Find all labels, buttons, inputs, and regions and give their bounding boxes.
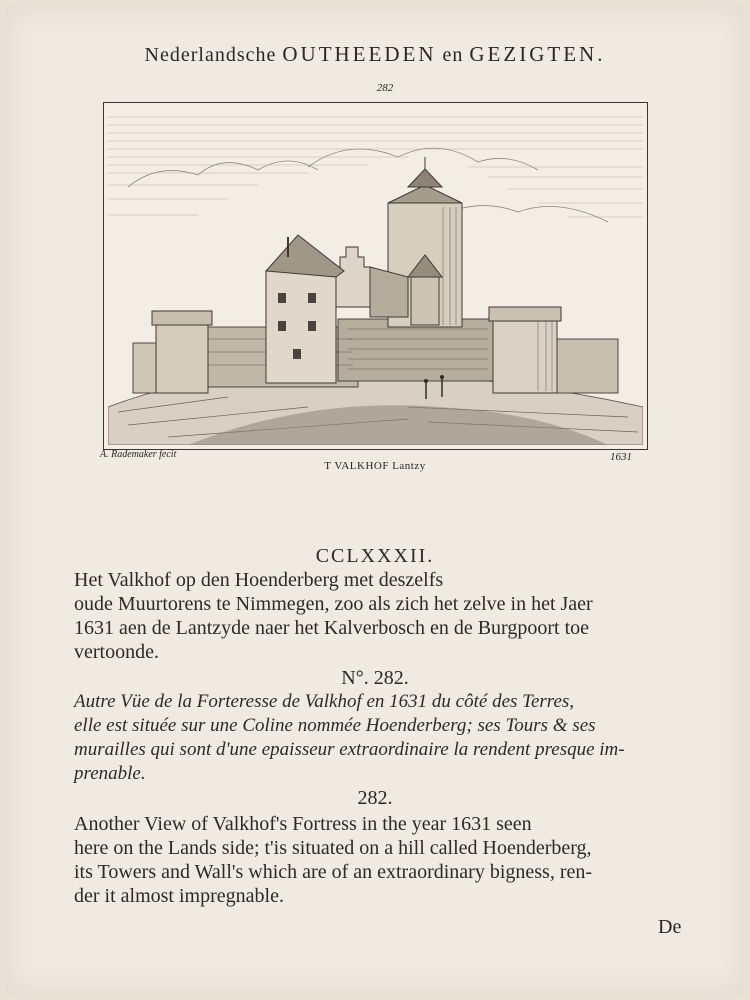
castle-engraving	[108, 107, 643, 445]
dutch-line: oude Muurtorens te Nimmegen, zoo als zich het zelve in het Jaer	[74, 593, 593, 615]
french-line: prenable.	[74, 763, 146, 784]
header-word-3: en	[442, 44, 464, 66]
page-number: 282	[376, 82, 394, 94]
english-line: here on the Lands side; t'is situated on a hill called Hoenderberg,	[74, 837, 592, 859]
english-line: its Towers and Wall's which are of an extraordinary bigness, ren-	[74, 861, 593, 883]
french-number: N°. 282.	[341, 667, 409, 689]
entry-numeral: CCLXXXII.	[315, 545, 435, 567]
english-line: der it almost impregnable.	[74, 885, 284, 907]
plate-caption: T VALKHOF Lantzy	[324, 460, 426, 472]
engraver-credit: A. Rademaker fecit	[100, 449, 177, 460]
dutch-line: vertoonde.	[74, 641, 159, 663]
french-description	[74, 690, 684, 786]
english-number: 282.	[357, 787, 393, 809]
dutch-line: 1631 aen de Lantzyde naer het Kalverbosch en de Burgpoort toe	[74, 617, 589, 639]
header-word-1: Nederlandsche	[144, 44, 277, 66]
dutch-line: Het Valkhof op den Hoenderberg met deszelfs	[74, 569, 444, 591]
header-word-4: GEZIGTEN.	[469, 42, 606, 66]
plate-year: 1631	[610, 451, 632, 463]
french-line: murailles qui sont d'une epaisseur extraordinaire la rendent presque im-	[74, 739, 625, 760]
header-word-2: OUTHEEDEN	[282, 42, 437, 66]
english-line: Another View of Valkhof's Fortress in the year 1631 seen	[74, 813, 532, 835]
french-line: elle est située sur une Coline nommée Hoenderberg; ses Tours & ses	[74, 715, 596, 736]
catchword: De	[658, 916, 682, 938]
engraving-plate	[103, 102, 648, 450]
dutch-description	[74, 568, 684, 664]
page-header	[0, 42, 750, 67]
english-description	[74, 812, 684, 908]
french-line: Autre Vüe de la Forteresse de Valkhof en 1631 du côté des Terres,	[74, 691, 575, 712]
